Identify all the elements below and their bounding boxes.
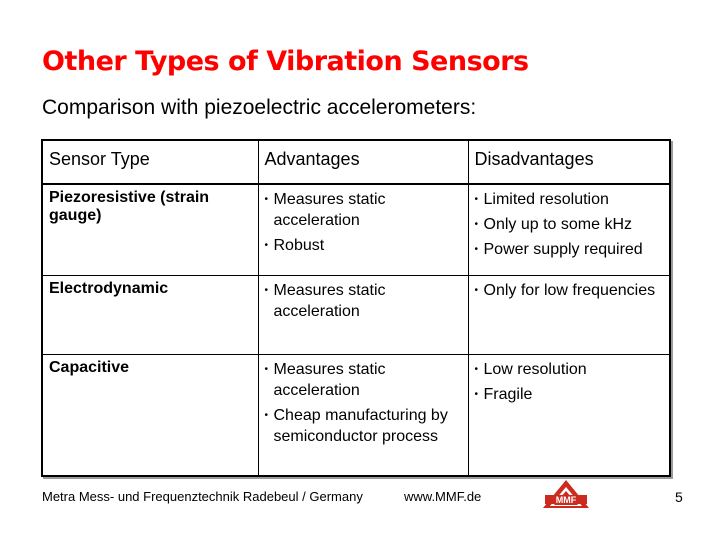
logo-text: MMF (555, 495, 577, 505)
advantage-item: • Measures static acceleration (265, 280, 462, 322)
disadvantages-cell (468, 184, 670, 276)
advantage-item: • Measures static acceleration (265, 189, 462, 231)
table-row (42, 276, 670, 355)
sensor-type-cell: Electrodynamic (42, 276, 258, 355)
header-sensor-type: Sensor Type (42, 140, 258, 184)
table-row (42, 184, 670, 276)
advantages-cell (258, 276, 468, 355)
disadvantage-item: • Only up to some kHz (475, 214, 664, 235)
disadvantage-item: • Limited resolution (475, 189, 664, 210)
disadvantage-item: • Only for low frequencies (475, 280, 664, 301)
sensor-type-cell: Capacitive (42, 355, 258, 477)
sensor-type-cell: Piezoresistive (strain gauge) (42, 184, 258, 276)
disadvantages-cell (468, 355, 670, 477)
comparison-table (41, 139, 671, 477)
advantage-item: • Cheap manufacturing by semiconductor process (265, 405, 462, 447)
slide-title: Other Types of Vibration Sensors (42, 46, 529, 77)
slide-subtitle: Comparison with piezoelectric accelerometers: (42, 96, 477, 119)
footer-website: www.MMF.de (404, 489, 482, 504)
disadvantage-item: • Power supply required (475, 239, 664, 260)
advantages-cell (258, 184, 468, 276)
disadvantage-item: • Low resolution (475, 359, 664, 380)
disadvantages-cell (468, 276, 670, 355)
table-row (42, 355, 670, 477)
advantages-cell (258, 355, 468, 477)
advantage-item: • Robust (265, 235, 462, 256)
table-header-row (42, 140, 670, 184)
header-disadvantages: Disadvantages (468, 140, 670, 184)
page-number: 5 (675, 489, 683, 505)
disadvantage-item: • Fragile (475, 384, 664, 405)
advantage-item: • Measures static acceleration (265, 359, 462, 401)
mmf-logo (542, 479, 590, 509)
header-advantages: Advantages (258, 140, 468, 184)
footer-company: Metra Mess- und Frequenztechnik Radebeul / Germany (42, 489, 363, 504)
